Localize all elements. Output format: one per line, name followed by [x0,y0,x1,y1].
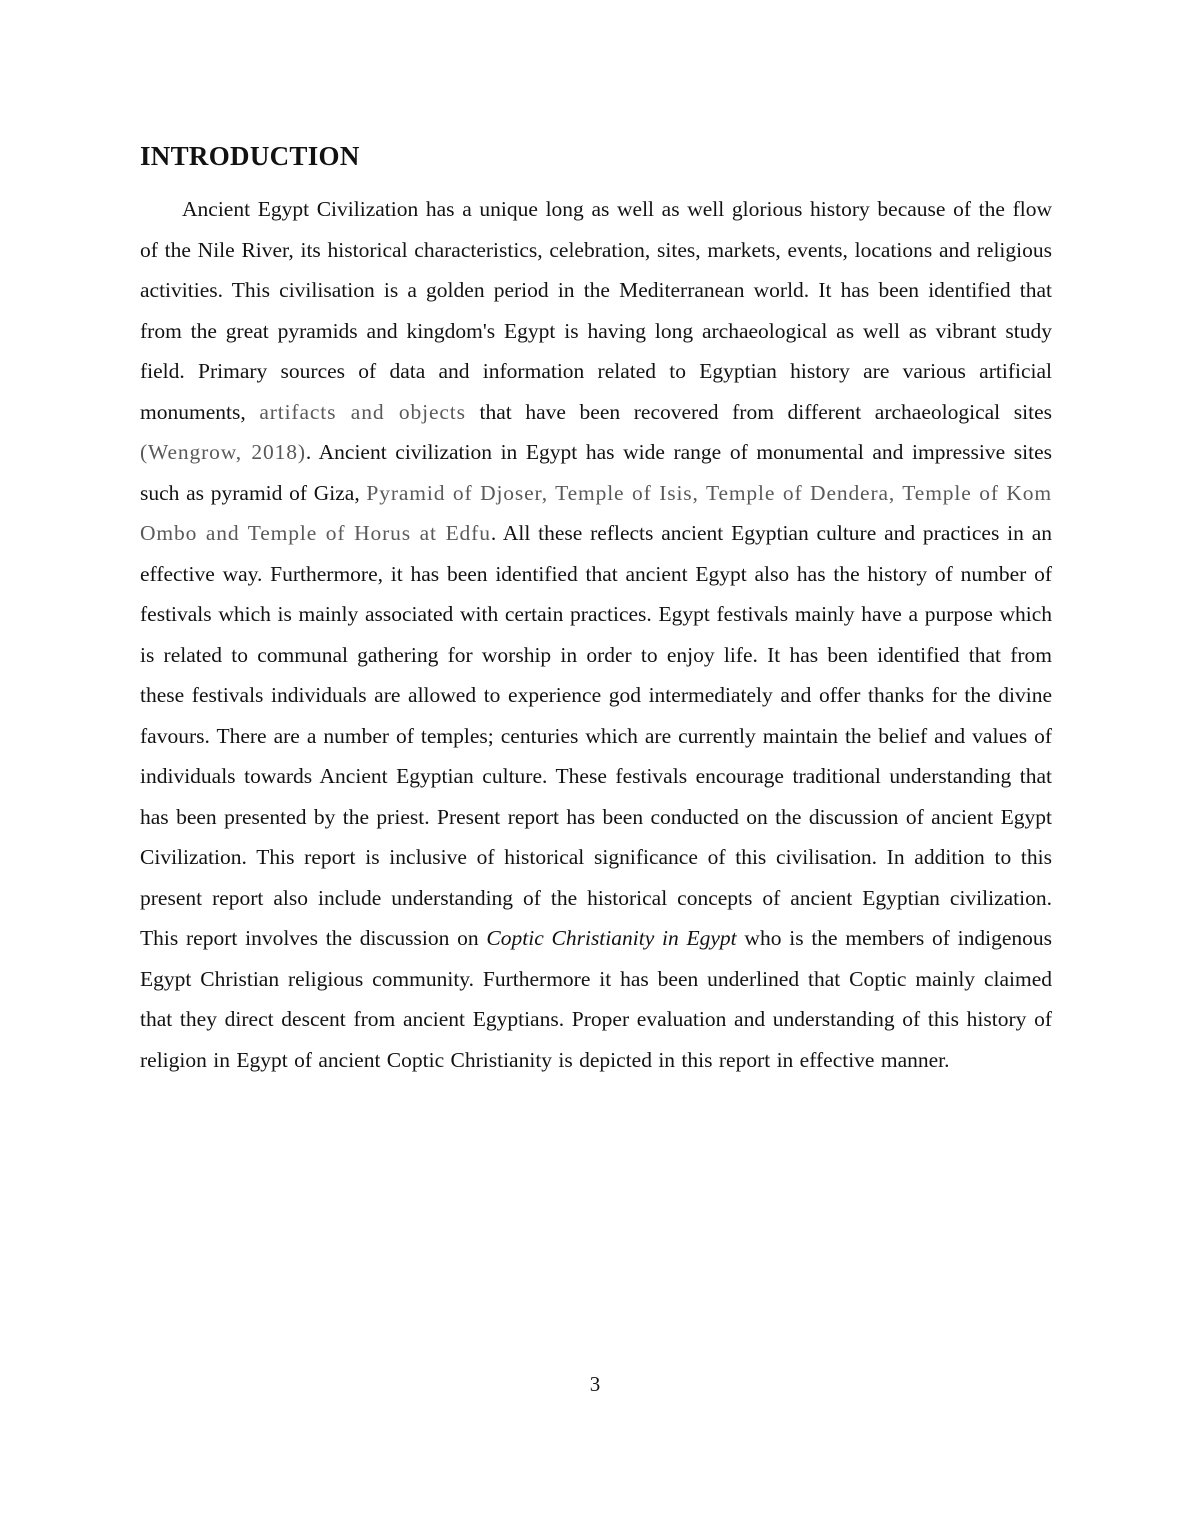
paragraph-segment: who is the members of indigenous Egypt Christian religious community. Furthermore it has been underlined that Coptic mainly claimed that they direct descent from ancient Egyptians. Proper evaluation and understanding of this history of religion in Egypt of ancient Coptic Christianity is depicted in this report in effective manner. [140,926,1052,1072]
paragraph-segment: . Ancient civilization in Egypt has wide range of monumental and impressive sites such as pyramid of Giza, [140,440,1052,505]
citation-text: (Wengrow, 2018) [140,440,306,464]
page-number: 3 [589,1372,601,1396]
paragraph-segment: . All these reflects ancient Egyptian culture and practices in an effective way. Furthermore, it has been identified that ancient Egypt also has the history of number of festivals which is mainly associated with certain practices. Egypt festivals mainly have a purpose which is related to communal gathering for worship in order to enjoy life. It has been identified that from these festivals individuals are allowed to experience god intermediately and offer thanks for the divine favours. There are a number of temples; centuries which are currently maintain the belief and values of individuals towards Ancient Egyptian culture. These festivals encourage traditional understanding that has been presented by the priest. Present report has been conducted on the discussion of ancient Egypt Civilization. This report is inclusive of historical significance of this civilisation. In addition to this present report also include understanding of the historical concepts of ancient Egyptian civilization. This report involves the discussion on [140,521,1052,950]
page-content [140,141,1052,1080]
paragraph-segment: Ancient Egypt Civilization has a unique long as well as well glorious history because of the flow of the Nile River, its historical characteristics, celebration, sites, markets, events, locations and religious activities. This civilisation is a golden period in the Mediterranean world. It has been identified that from the great pyramids and kingdom's Egypt is having long archaeological as well as vibrant study field. Primary sources of data and information related to Egyptian history are various artificial monuments, [140,197,1052,424]
paragraph-segment-highlighted: artifacts and objects [259,399,466,424]
section-heading: INTRODUCTION [140,141,360,171]
paragraph-segment: that have been recovered from different archaeological sites [465,399,1052,424]
paragraph-segment-italic: Coptic Christianity in Egypt [486,926,737,950]
intro-paragraph [140,189,1052,1080]
paragraph-segment-highlighted: Pyramid of Djoser, Temple of Isis, Temple of Dendera, Temple of Kom Ombo and Temple of Horus at Edfu [140,480,1052,545]
